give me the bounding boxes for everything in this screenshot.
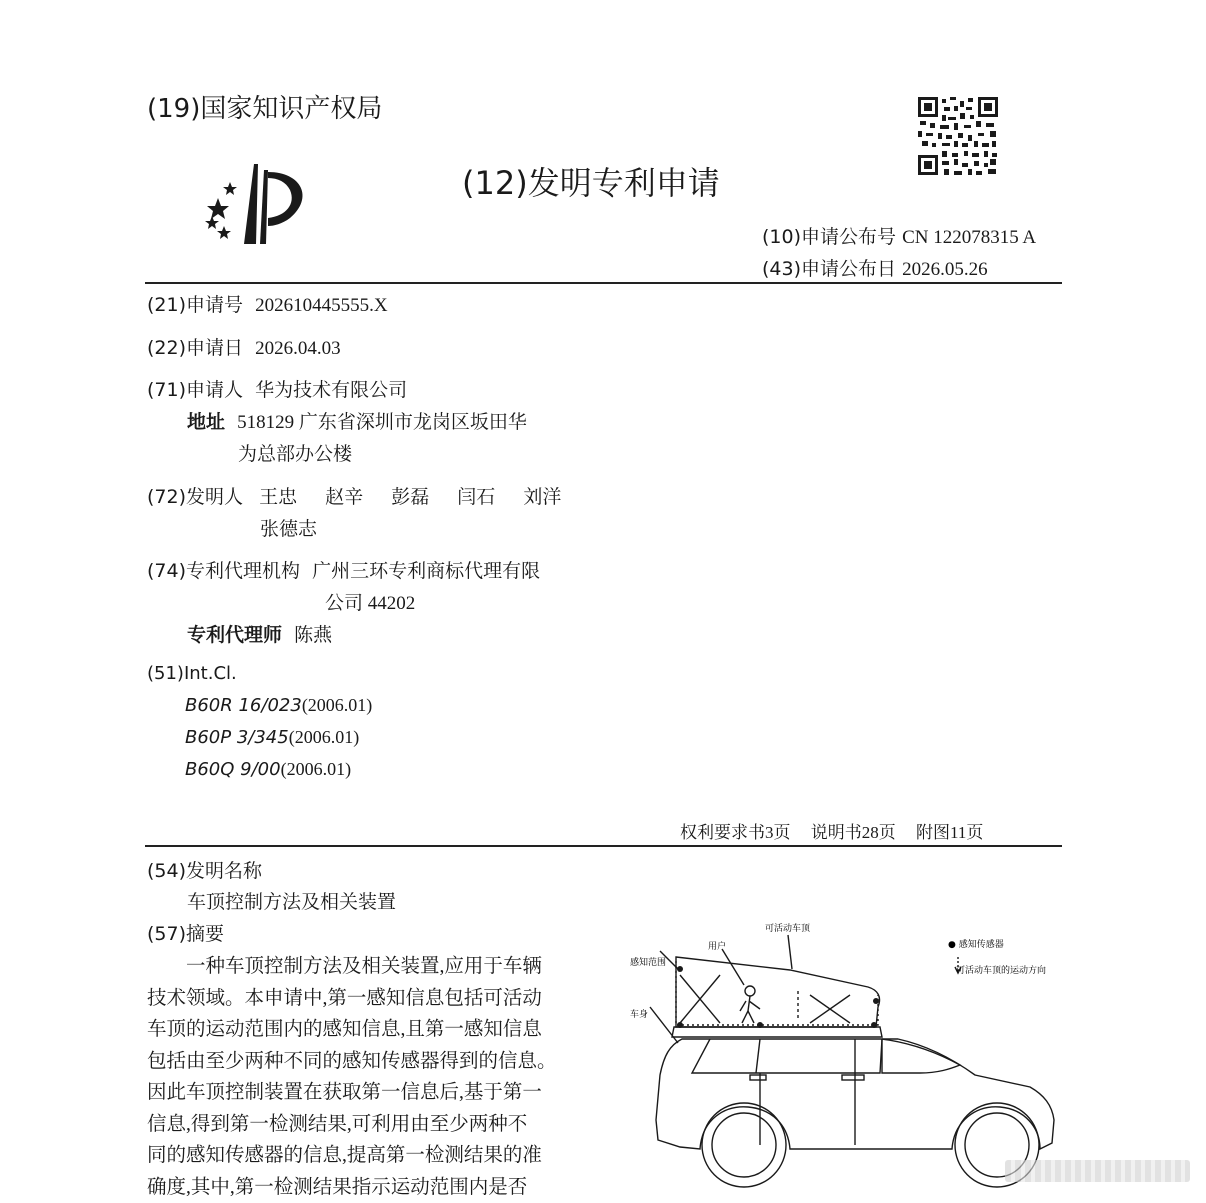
office-name: (19)国家知识产权局	[147, 88, 382, 125]
inventors-label: (72)发明人	[147, 486, 243, 508]
abstract-body	[147, 951, 587, 1203]
perception-range	[676, 961, 878, 1025]
header-divider	[145, 282, 1062, 284]
inventor: 刘洋	[523, 487, 561, 508]
inventor: 彭磊	[391, 487, 429, 508]
ipc-code: B60P 3/345	[185, 727, 289, 748]
abstract-label: (57)摘要	[147, 919, 224, 946]
agency-label: (74)专利代理机构	[147, 560, 300, 582]
invention-title: 车顶控制方法及相关装置	[187, 887, 396, 914]
roof-label: 可活动车顶	[765, 922, 811, 934]
inventor: 赵辛	[325, 487, 363, 508]
direction-legend: 可活动车顶的运动方向	[956, 964, 1046, 976]
cnipa-logo	[198, 160, 318, 250]
ipc-version: (2006.01)	[281, 759, 352, 779]
ipc-version: (2006.01)	[289, 727, 360, 747]
abstract-line: 信息,得到第一检测结果,可利用由至少两种不	[147, 1109, 587, 1141]
ipc-version: (2006.01)	[302, 695, 373, 715]
ipc-code: B60R 16/023	[185, 695, 302, 716]
agent: 陈燕	[294, 625, 332, 646]
sensor-dot	[873, 998, 879, 1004]
range-label: 感知范围	[630, 956, 666, 968]
app-date-label: (22)申请日	[147, 337, 243, 359]
title-label: (54)发明名称	[147, 856, 262, 883]
pub-date-label: (43)申请公布日	[762, 258, 896, 280]
app-date: 2026.04.03	[255, 338, 341, 359]
sensor-dot	[757, 1022, 763, 1028]
biblio-divider	[145, 845, 1062, 847]
ipc-label: (51)Int.Cl.	[147, 663, 237, 684]
inventor: 张德志	[260, 514, 317, 541]
app-no-label: (21)申请号	[147, 294, 243, 316]
wheel	[702, 1103, 786, 1187]
document-type: (12)发明专利申请	[462, 158, 720, 204]
inventor: 闫石	[457, 487, 495, 508]
applicant: 华为技术有限公司	[255, 380, 407, 401]
star-icon	[205, 216, 219, 229]
user-figure	[745, 986, 755, 996]
sensor-dot	[871, 1022, 877, 1028]
ipc-code: B60Q 9/00	[185, 759, 281, 780]
applicant-label: (71)申请人	[147, 379, 243, 401]
agent-label: 专利代理师	[187, 624, 282, 646]
abstract-line: 一种车顶控制方法及相关装置,应用于车辆	[147, 951, 587, 983]
user-label: 用户	[708, 940, 726, 952]
sensor-dot	[677, 966, 683, 972]
qr-code	[918, 97, 998, 175]
app-no: 202610445555.X	[255, 295, 387, 316]
pub-number-label: (10)申请公布号	[762, 226, 896, 248]
description-pages: 说明书28页	[811, 823, 896, 842]
pub-number: CN 122078315 A	[902, 227, 1036, 248]
body-label: 车身	[630, 1008, 648, 1020]
abstract-line: 车顶的运动范围内的感知信息,且第一感知信息	[147, 1014, 587, 1046]
star-icon	[217, 226, 231, 239]
star-icon	[207, 198, 229, 219]
abstract-line: 同的感知传感器的信息,提高第一检测结果的准	[147, 1140, 587, 1172]
sensor-dot	[677, 1022, 683, 1028]
address-line-1: 518129 广东省深圳市龙岗区坂田华	[237, 412, 527, 433]
star-icon	[223, 182, 237, 195]
abstract-figure	[620, 915, 1070, 1197]
abstract-line: 确度,其中,第一检测结果指示运动范围内是否	[147, 1172, 587, 1203]
inventor: 王忠	[259, 487, 297, 508]
agency-line-2: 公司 44202	[325, 588, 415, 615]
drawings-pages: 附图11页	[916, 823, 983, 842]
abstract-line: 技术领域。本申请中,第一感知信息包括可活动	[147, 983, 587, 1015]
address-label: 地址	[187, 411, 225, 433]
agency-line-1: 广州三环专利商标代理有限	[312, 561, 540, 582]
pub-date: 2026.05.26	[902, 259, 988, 280]
sensor-legend: ● 感知传感器	[948, 938, 1004, 950]
address-line-2: 为总部办公楼	[238, 439, 352, 466]
abstract-line: 包括由至少两种不同的感知传感器得到的信息。	[147, 1046, 587, 1078]
claims-pages: 权利要求书3页	[680, 823, 791, 842]
watermark-blur	[1005, 1160, 1190, 1182]
abstract-line: 因此车顶控制装置在获取第一信息后,基于第一	[147, 1077, 587, 1109]
